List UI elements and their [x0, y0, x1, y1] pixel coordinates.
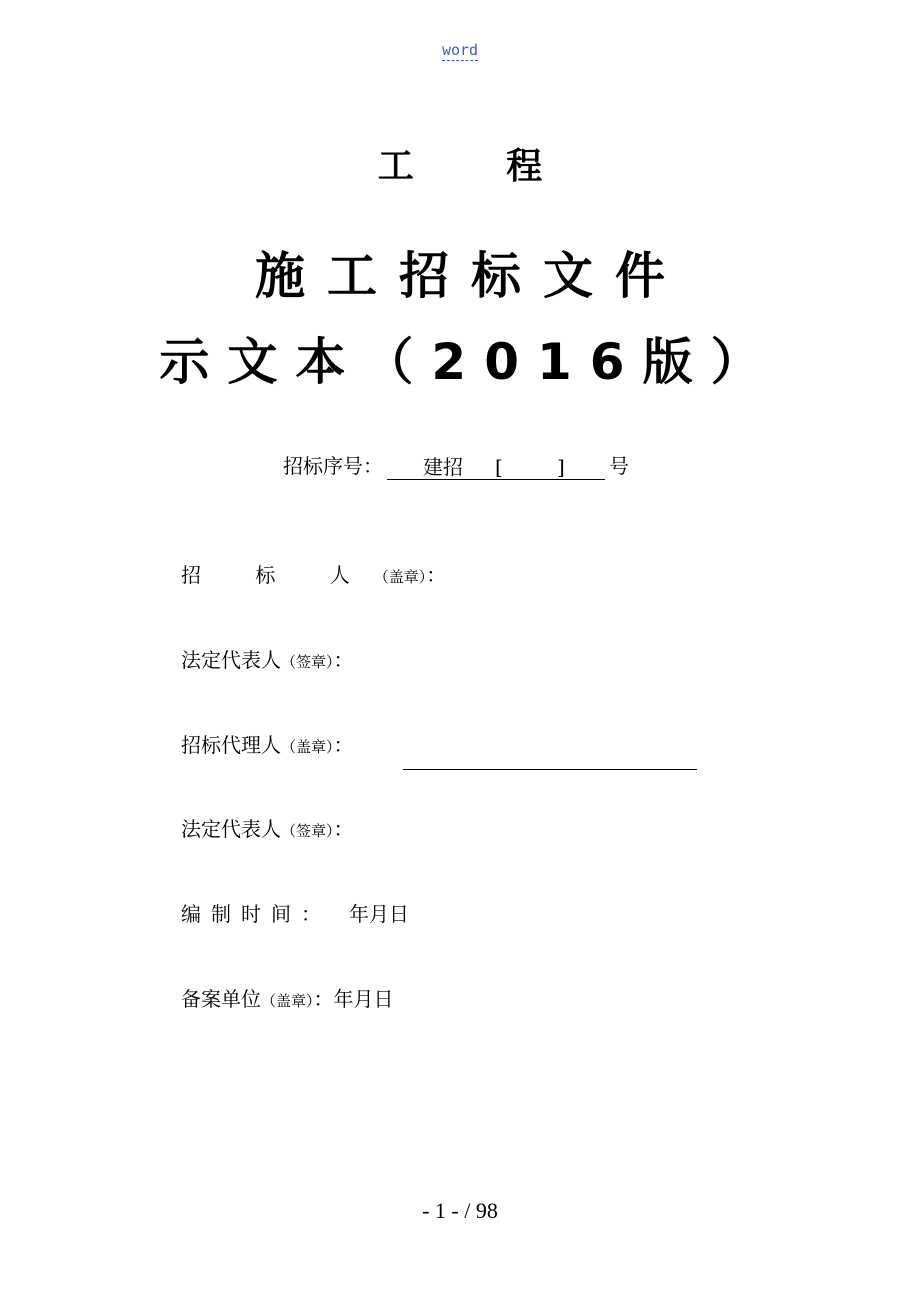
serial-fill-line: [387, 455, 605, 480]
field-legal-representative-2: [181, 815, 354, 845]
legal-rep-1-label: 法定代表人: [181, 648, 281, 672]
title-line-3: 示文本（2016版）: [159, 333, 779, 391]
legal-rep-2-colon: ：: [333, 817, 354, 841]
field-legal-representative-1: [181, 646, 354, 676]
tender-serial-number: [283, 452, 629, 480]
field-tenderer: [181, 561, 446, 591]
serial-bracket-open: [: [495, 455, 503, 479]
legal-rep-2-label: 法定代表人: [181, 817, 281, 841]
filing-unit-note: （盖章）: [261, 992, 314, 1010]
serial-label: 招标序号：: [283, 454, 383, 478]
compile-time-value: 年月日: [349, 902, 409, 926]
agent-label: 招标代理人: [181, 733, 281, 757]
agent-signature-line: [403, 769, 697, 770]
page-number: - 1 - / 98: [422, 1198, 498, 1223]
title-line-2: 施工招标文件: [255, 247, 687, 305]
field-compile-time: [181, 900, 409, 928]
header-word-link[interactable]: [0, 40, 920, 60]
legal-rep-1-note: （签章）: [281, 653, 334, 671]
filing-unit-label: 备案单位: [181, 987, 261, 1011]
title-line-1: 工 程: [377, 146, 583, 187]
filing-unit-value: 年月日: [333, 987, 394, 1011]
filing-unit-colon: ：: [313, 987, 334, 1011]
tenderer-note: （盖章）: [373, 568, 427, 586]
serial-suffix: 号: [609, 454, 629, 478]
tenderer-label: 招 标 人: [181, 563, 374, 587]
field-tender-agent: [181, 731, 354, 761]
compile-time-label: 编制时间：: [181, 902, 331, 926]
legal-rep-2-note: （签章）: [281, 822, 334, 840]
legal-rep-1-colon: ：: [333, 648, 354, 672]
serial-prefix: 建招: [423, 455, 463, 479]
agent-note: （盖章）: [281, 738, 334, 756]
header-link-text[interactable]: word: [441, 41, 479, 59]
agent-colon: ：: [333, 733, 354, 757]
field-filing-unit: [181, 985, 394, 1015]
tenderer-colon: ：: [426, 563, 447, 587]
serial-bracket-close: ]: [557, 455, 565, 479]
